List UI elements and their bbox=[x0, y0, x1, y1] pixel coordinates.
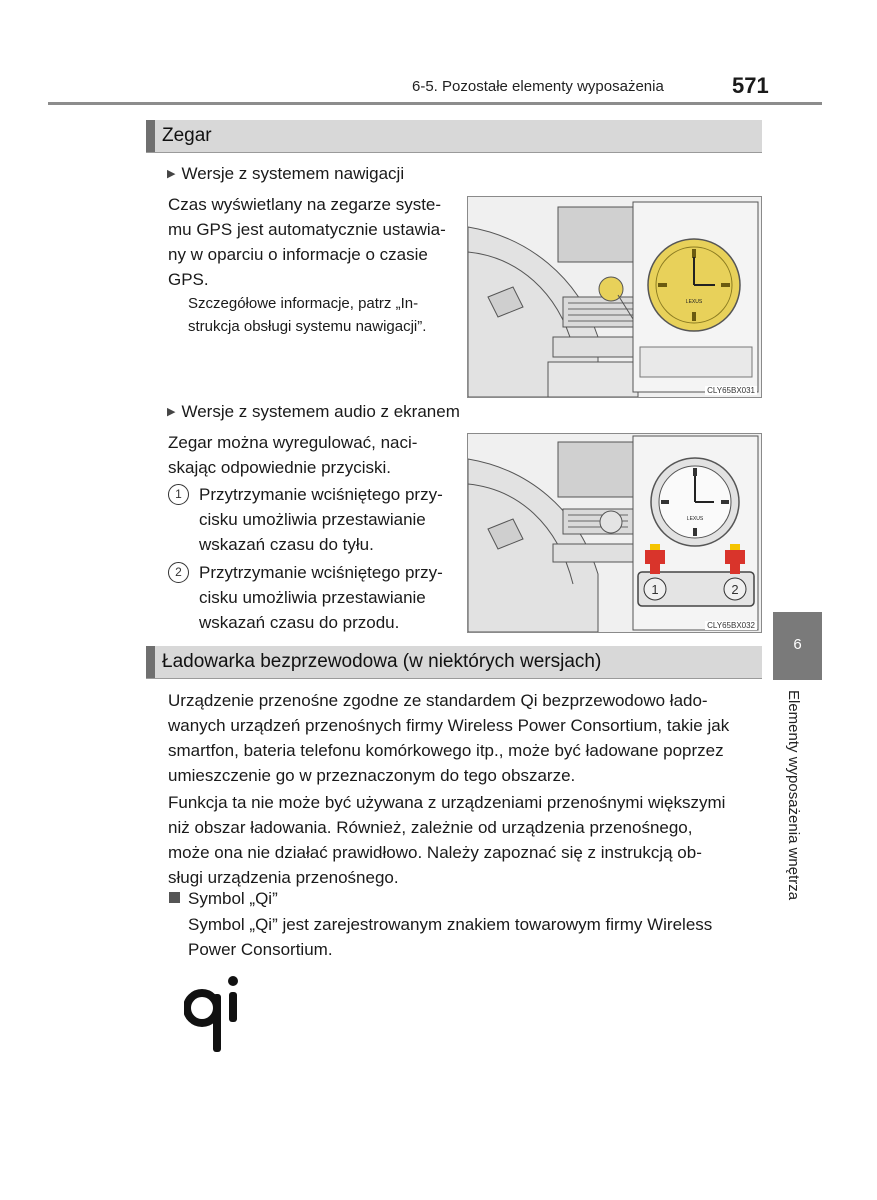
page-number: 571 bbox=[732, 73, 769, 98]
triangle-bullet-icon: ▶ bbox=[167, 406, 176, 418]
triangle-bullet-icon: ▶ bbox=[167, 168, 176, 180]
chapter-number: 6 bbox=[793, 636, 802, 653]
figure-code: CLY65BX031 bbox=[707, 386, 755, 395]
wireless-paragraph-1: Urządzenie przenośne zgodne ze standardem Qi bezprzewodowo łado- wanych urządzeń przenośnych firmy Wireless Power Consortium, takie jak smartfon, bateria telefonu komórkowego itp., może być ładowane poprzez umieszczenie go w przeznaczonym do tego obszarze. bbox=[168, 691, 730, 785]
item-number-2: 2 bbox=[168, 562, 189, 583]
figure-code: CLY65BX032 bbox=[707, 621, 755, 630]
nav-note: Szczegółowe informacje, patrz „In- strukcja obsługi systemu nawigacji”. bbox=[188, 295, 427, 335]
section-bar-clock bbox=[146, 120, 762, 153]
dashboard-illustration bbox=[468, 434, 761, 632]
qi-logo-icon bbox=[184, 972, 244, 1054]
figure-label-1: 1 bbox=[651, 582, 659, 597]
chapter-tab bbox=[773, 612, 822, 680]
nav-version-heading: ▶ Wersje z systemem nawigacji bbox=[167, 164, 405, 183]
item-2-text: Przytrzymanie wciśniętego przy- cisku umożliwia przestawianie wskazań czasu do przodu. bbox=[199, 563, 443, 632]
figure-audio-clock bbox=[467, 433, 762, 633]
section-title-wireless: Ładowarka bezprzewodowa (w niektórych wersjach) bbox=[162, 651, 602, 672]
chapter-label: Elementy wyposażenia wnętrza bbox=[785, 690, 802, 901]
clock-brand-text: LEXUS bbox=[685, 299, 703, 305]
item-1-text: Przytrzymanie wciśniętego przy- cisku umożliwia przestawianie wskazań czasu do tyłu. bbox=[199, 485, 443, 554]
item-number-1: 1 bbox=[168, 484, 189, 505]
header-section-title: 6-5. Pozostałe elementy wyposażenia bbox=[412, 78, 664, 95]
audio-version-heading: ▶ Wersje z systemem audio z ekranem bbox=[167, 402, 460, 421]
header-divider bbox=[48, 102, 822, 105]
section-accent bbox=[146, 646, 155, 678]
nav-paragraph: Czas wyświetlany na zegarze syste- mu GPS jest automatycznie ustawia- ny w oparciu o informacje o czasie GPS. bbox=[168, 195, 446, 289]
clock-brand-text: LEXUS bbox=[686, 516, 704, 522]
dashboard-illustration bbox=[468, 197, 761, 397]
wireless-paragraph-2: Funkcja ta nie może być używana z urządzeniami przenośnymi większymi niż obszar ładowania. Również, zależnie od urządzenia przenośnego, może ona nie działać prawidłowo. Należy zapoznać się z instrukcją ob- sługi urządzenia przenośnego. bbox=[168, 793, 726, 887]
symbol-qi-heading: Symbol „Qi” bbox=[169, 886, 278, 911]
symbol-qi-paragraph: Symbol „Qi” jest zarejestrowanym znakiem towarowym firmy Wireless Power Consortium. bbox=[188, 915, 713, 959]
section-bar-wireless bbox=[146, 646, 762, 679]
section-accent bbox=[146, 120, 155, 152]
figure-label-2: 2 bbox=[731, 582, 739, 597]
audio-paragraph: Zegar można wyregulować, naci- skając odpowiednie przyciski. bbox=[168, 433, 418, 477]
section-title-clock: Zegar bbox=[162, 125, 212, 146]
figure-nav-clock bbox=[467, 196, 762, 398]
square-bullet-icon bbox=[169, 892, 180, 903]
